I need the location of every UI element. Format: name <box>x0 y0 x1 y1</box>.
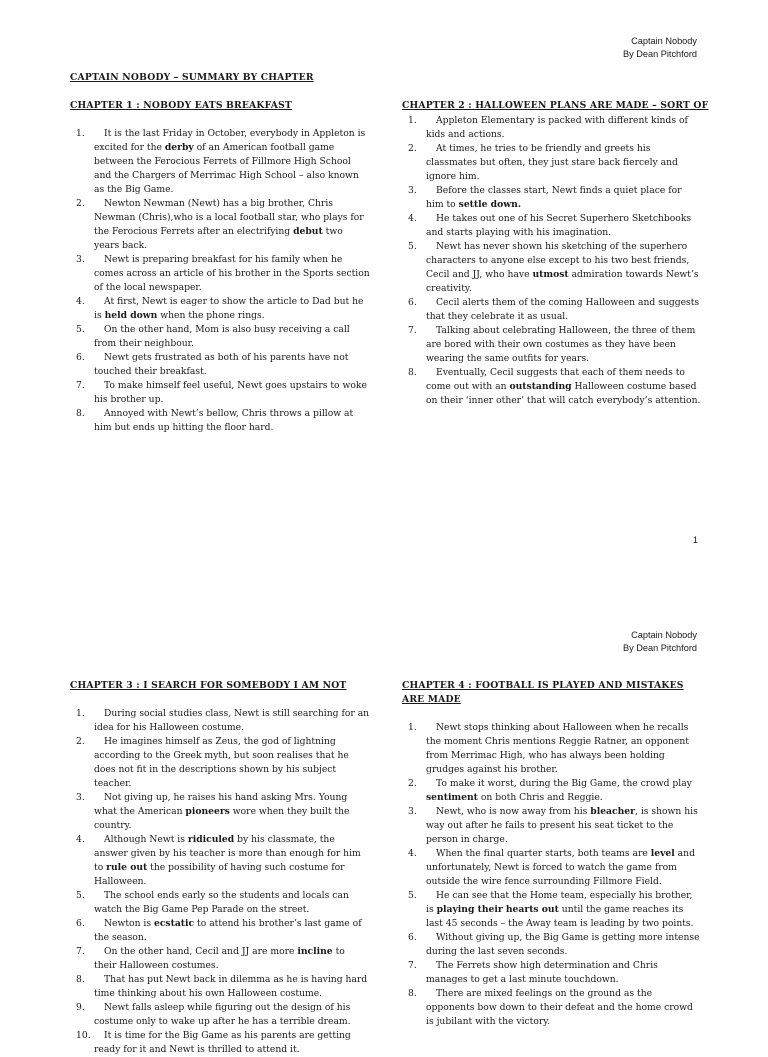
item-text <box>426 847 702 889</box>
text-run: To make it worst, during the Big Game, the crowd play <box>436 778 692 789</box>
item-number: 4. <box>408 213 417 224</box>
list-item <box>402 114 702 142</box>
item-number: 7. <box>76 946 85 957</box>
item-number: 9. <box>76 1002 85 1013</box>
item-text <box>94 889 370 917</box>
item-text <box>94 197 370 253</box>
item-number: 4. <box>76 834 85 845</box>
key-term: ridiculed <box>187 834 235 845</box>
list-item <box>70 127 370 197</box>
text-run: Newt is preparing breakfast for his family when he comes across an article of his brother in the Sports section of the local newspaper. <box>94 254 370 293</box>
item-number: 4. <box>76 296 85 307</box>
item-text <box>94 833 370 889</box>
text-run: On the other hand, Mom is also busy receiving a call from their neighbour. <box>94 324 350 349</box>
list-item <box>70 973 370 1001</box>
key-term: ecstatic <box>153 918 195 929</box>
text-run: admiration towards Newt’s creativity. <box>426 269 699 294</box>
chapter-3-list <box>70 707 370 1057</box>
text-run: on both Chris and Reggie. <box>477 792 603 803</box>
list-item <box>70 707 370 735</box>
list-item <box>70 407 370 435</box>
list-item <box>402 805 702 847</box>
text-run: It is the last Friday in October, everybody in Appleton is excited for the <box>94 128 366 153</box>
list-item <box>402 240 702 296</box>
page-gap <box>0 578 768 594</box>
item-number: 8. <box>76 408 85 419</box>
text-run: At first, Newt is eager to show the article to Dad but he is <box>94 296 364 321</box>
text-run: to their Halloween costumes. <box>94 946 345 971</box>
item-text <box>426 987 702 1029</box>
text-run: , is shown his way out after he fails to present his seat ticket to the person in charge. <box>426 806 698 845</box>
summary-list <box>70 127 370 435</box>
list-item <box>402 296 702 324</box>
item-number: 7. <box>76 380 85 391</box>
list-item <box>70 791 370 833</box>
item-number: 3. <box>76 254 85 265</box>
item-text <box>94 295 370 323</box>
item-text <box>426 959 702 987</box>
text-run: Talking about celebrating Halloween, the three of them are bored with their own costumes as they have been wearing the same outfits for years. <box>426 325 696 364</box>
header-author: By Dean Pitchford <box>622 643 697 653</box>
chapter-4-list <box>402 721 702 1029</box>
list-item <box>402 959 702 987</box>
summary-list <box>402 114 702 408</box>
list-item <box>70 379 370 407</box>
item-text <box>426 366 702 408</box>
document-title: CAPTAIN NOBODY – SUMMARY BY CHAPTER <box>70 72 314 83</box>
key-term: incline <box>297 946 333 957</box>
text-run: wore when they built the country. <box>94 806 350 831</box>
list-item <box>70 295 370 323</box>
key-term: debut <box>293 226 323 237</box>
item-text <box>94 735 370 791</box>
list-item <box>402 366 702 408</box>
item-text <box>94 407 370 435</box>
list-item <box>70 323 370 351</box>
text-run: Although Newt is <box>104 834 188 845</box>
item-text <box>94 791 370 833</box>
key-term: bleacher <box>590 806 635 817</box>
list-item <box>70 197 370 253</box>
item-text <box>426 142 702 184</box>
item-text <box>94 945 370 973</box>
item-text <box>426 240 702 296</box>
text-run: Cecil alerts them of the coming Halloween and suggests that they celebrate it as usual. <box>426 297 700 322</box>
list-item <box>70 917 370 945</box>
text-run: During social studies class, Newt is still searching for an idea for his Halloween costume. <box>94 708 370 733</box>
item-number: 2. <box>408 143 417 154</box>
header-title: Captain Nobody <box>631 630 697 640</box>
text-run: Newton is <box>104 918 154 929</box>
item-number: 5. <box>76 890 85 901</box>
list-item <box>402 721 702 777</box>
item-number: 2. <box>76 198 85 209</box>
chapter-2-heading: CHAPTER 2 : HALLOWEEN PLANS ARE MADE – SORT OF <box>402 100 709 111</box>
item-number: 1. <box>76 708 85 719</box>
item-number: 8. <box>76 974 85 985</box>
key-term: level <box>650 848 675 859</box>
text-run: Appleton Elementary is packed with different kinds of kids and actions. <box>426 115 688 140</box>
text-run: the possibility of having such costume for Halloween. <box>94 862 345 887</box>
item-number: 7. <box>408 960 417 971</box>
text-run: and unfortunately, Newt is forced to watch the game from outside the wire fence surrounding Fillmore Field. <box>426 848 695 887</box>
text-run: The Ferrets show high determination and Chris manages to get a last minute touchdown. <box>426 960 658 985</box>
item-text <box>94 351 370 379</box>
item-number: 8. <box>408 988 417 999</box>
text-run: On the other hand, Cecil and JJ are more <box>104 946 298 957</box>
text-run: Newt falls asleep while figuring out the design of his costume only to wake up after he has a terrible dream. <box>94 1002 351 1027</box>
item-text <box>94 253 370 295</box>
item-text <box>94 127 370 197</box>
item-text <box>94 1001 370 1029</box>
text-run: until the game reaches its last 45 seconds – the Away team is leading by two points. <box>426 904 694 929</box>
item-number: 1. <box>408 722 417 733</box>
page-2 <box>0 594 768 1055</box>
item-text <box>94 917 370 945</box>
item-number: 6. <box>408 297 417 308</box>
item-text <box>426 296 702 324</box>
list-item <box>402 212 702 240</box>
key-term: rule out <box>106 862 148 873</box>
header-title: Captain Nobody <box>631 36 697 46</box>
list-item <box>402 324 702 366</box>
running-header <box>623 35 697 61</box>
item-number: 5. <box>76 324 85 335</box>
item-text <box>426 889 702 931</box>
text-run: when the phone rings. <box>157 310 265 321</box>
chapter-1-heading: CHAPTER 1 : NOBODY EATS BREAKFAST <box>70 100 292 111</box>
text-run: Newt stops thinking about Halloween when he recalls the moment Chris mentions Reggie Ratner, an opponent from Merrimac High, who has always been holding grudges against his brother. <box>426 722 689 775</box>
text-run: He imagines himself as Zeus, the god of lightning according to the Greek myth, but soon realises that he does not fit in the descriptions shown by his subject teacher. <box>94 736 349 789</box>
text-run: Eventually, Cecil suggests that each of them needs to come out with an <box>426 367 685 392</box>
item-text <box>426 721 702 777</box>
text-run: Halloween costume based on their ‘inner other’ that will catch everybody’s attention. <box>426 381 701 406</box>
item-number: 6. <box>76 352 85 363</box>
list-item <box>402 142 702 184</box>
item-number: 3. <box>408 806 417 817</box>
item-number: 3. <box>408 185 417 196</box>
item-text <box>94 973 370 1001</box>
summary-list <box>402 721 702 1029</box>
page-number: 1 <box>692 535 698 545</box>
item-number: 5. <box>408 890 417 901</box>
list-item <box>70 1029 370 1057</box>
item-text <box>94 323 370 351</box>
text-run: by his classmate, the answer given by his teacher is more than enough for him to <box>94 834 361 873</box>
key-term: utmost <box>532 269 569 280</box>
running-header <box>623 629 697 655</box>
item-number: 1. <box>76 128 85 139</box>
item-text <box>94 1029 370 1057</box>
text-run: That has put Newt back in dilemma as he is having hard time thinking about his own Halloween costume. <box>94 974 368 999</box>
list-item <box>402 889 702 931</box>
key-term: pioneers <box>185 806 230 817</box>
item-text <box>94 707 370 735</box>
text-run: Not giving up, he raises his hand asking Mrs. Young what the American <box>94 792 348 817</box>
list-item <box>402 931 702 959</box>
text-run: He takes out one of his Secret Superhero Sketchbooks and starts playing with his imagination. <box>426 213 692 238</box>
text-run: Newt, who is now away from his <box>436 806 591 817</box>
list-item <box>70 1001 370 1029</box>
text-run: When the final quarter starts, both teams are <box>436 848 651 859</box>
chapter-3-heading: CHAPTER 3 : I SEARCH FOR SOMEBODY I AM NOT <box>70 680 347 691</box>
list-item <box>70 833 370 889</box>
text-run: To make himself feel useful, Newt goes upstairs to woke his brother up. <box>94 380 367 405</box>
text-run: There are mixed feelings on the ground as the opponents bow down to their defeat and the home crowd is jubilant with the victory. <box>426 988 693 1027</box>
text-run: Newt gets frustrated as both of his parents have not touched their breakfast. <box>94 352 349 377</box>
text-run: two years back. <box>94 226 343 251</box>
chapter-1-list <box>70 127 370 435</box>
item-number: 4. <box>408 848 417 859</box>
item-number: 7. <box>408 325 417 336</box>
text-run: At times, he tries to be friendly and greets his classmates but often, they just stare back fiercely and ignore him. <box>426 143 678 182</box>
item-text <box>426 777 702 805</box>
text-run: He can see that the Home team, especially his brother, is <box>426 890 693 915</box>
list-item <box>402 987 702 1029</box>
list-item <box>402 777 702 805</box>
list-item <box>402 184 702 212</box>
text-run: of an American football game between the Ferocious Ferrets of Fillmore High School and the Chargers of Merrimac High School – also known as the Big Game. <box>94 142 359 195</box>
text-run: Before the classes start, Newt finds a quiet place for him to <box>426 185 682 210</box>
item-text <box>426 184 702 212</box>
header-author: By Dean Pitchford <box>622 49 697 59</box>
text-run: The school ends early so the students and locals can watch the Big Game Pep Parade on the street. <box>94 890 349 915</box>
text-run: to attend his brother’s last game of the season. <box>94 918 362 943</box>
chapter-4-heading: CHAPTER 4 : FOOTBALL IS PLAYED AND MISTAKES ARE MADE <box>402 680 684 705</box>
item-text <box>426 931 702 959</box>
text-run: Newt has never shown his sketching of the superhero characters to anyone else except to his two best friends, Cecil and JJ, who have <box>426 241 690 280</box>
item-text <box>426 212 702 240</box>
text-run: Annoyed with Newt’s bellow, Chris throws a pillow at him but ends up hitting the floor hard. <box>94 408 354 433</box>
key-term: derby <box>164 142 194 153</box>
key-term: sentiment <box>426 792 478 803</box>
text-run: It is time for the Big Game as his parents are getting ready for it and Newt is thrilled to attend it. <box>94 1030 351 1055</box>
item-number: 6. <box>76 918 85 929</box>
list-item <box>70 889 370 917</box>
list-item <box>70 253 370 295</box>
item-number: 2. <box>408 778 417 789</box>
item-number: 3. <box>76 792 85 803</box>
list-item <box>70 945 370 973</box>
item-number: 10. <box>76 1030 91 1041</box>
list-item <box>402 847 702 889</box>
item-number: 6. <box>408 932 417 943</box>
key-term: outstanding <box>509 381 572 392</box>
item-text <box>94 379 370 407</box>
item-number: 5. <box>408 241 417 252</box>
item-text <box>426 805 702 847</box>
key-term: settle down. <box>458 199 522 210</box>
chapter-2-list <box>402 114 702 408</box>
item-text <box>426 114 702 142</box>
item-number: 8. <box>408 367 417 378</box>
text-run: Without giving up, the Big Game is getting more intense during the last seven seconds. <box>426 932 700 957</box>
key-term: held down <box>104 310 158 321</box>
item-text <box>426 324 702 366</box>
key-term: playing their hearts out <box>436 904 559 915</box>
list-item <box>70 735 370 791</box>
summary-list <box>70 707 370 1057</box>
text-run: Newton Newman (Newt) has a big brother, Chris Newman (Chris),who is a local football star, who plays for the Ferocious Ferrets after an electrifying <box>94 198 364 237</box>
item-number: 2. <box>76 736 85 747</box>
item-number: 1. <box>408 115 417 126</box>
list-item <box>70 351 370 379</box>
